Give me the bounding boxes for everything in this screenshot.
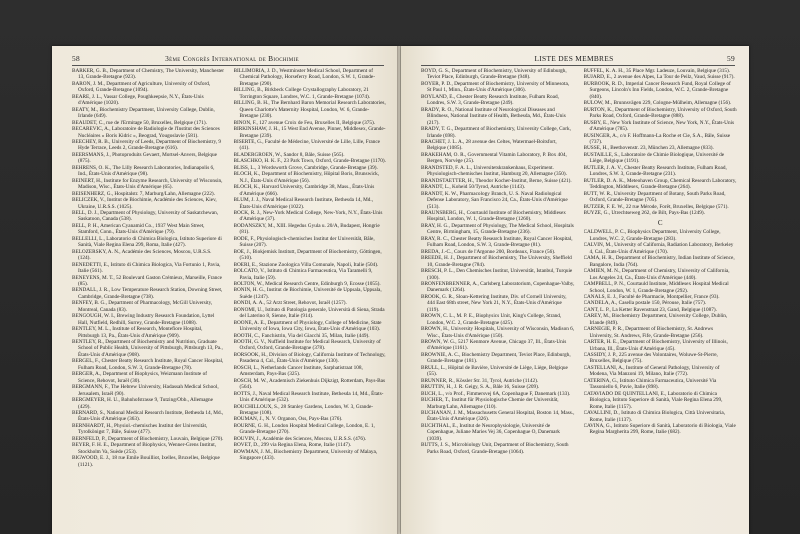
member-entry: BOOTH, C., Fanchistrin, Via del Giacchi 35, Milan, Italie (449).	[233, 332, 370, 339]
member-entry: BISERTE, G., Faculté de Médecine, Université de Lille, Lille, France (41).	[233, 138, 380, 152]
right-page-number: 59	[726, 54, 735, 63]
member-entry: CAMA, H. R., Department of Biochemistry, Indian Institute of Science, Bangalore, India (764).	[583, 255, 735, 268]
member-entry: BLADERGROEN, W., Sandor 8, Bâle, Suisse (565).	[233, 151, 345, 158]
member-entry: BROWNIE, A. C., Biochemistry Department, Teviot Place, Edinburgh, Grande-Bretagne (181).	[421, 351, 571, 365]
member-entry: BEAUDET, C., rue de l'Ermitage 50, Bruxelles, Belgique (171).	[72, 119, 207, 126]
left-page-number: 58	[72, 54, 80, 63]
member-entry: BOUMAN, J., N. V. Organon, Oss, Pays-Bas (376).	[233, 416, 343, 423]
member-entry: BEERSMANS, J., Photoproduits Gevaert, Mortsel-Anvers, Belgique (875).	[72, 151, 217, 165]
member-entry: BENTLEY, M. L., Institute of Research, Montefiore Hospital, Pittsburgh 13, Pa., États-Unis d'Amérique (909).	[72, 326, 203, 339]
member-entry: BERNARD, S., National Medical Research Institute, Bethesda 14, Md., États-Unis d'Amérique (363).	[72, 410, 224, 423]
member-entry: BOLCATO, V., Istituto di Chimica Farmaceutica, Via Taramelli 9, Pavia, Italie (59).	[233, 268, 373, 281]
right-page-columns	[421, 68, 737, 528]
member-entry: BRESCH, P. L., Den Chemisches Institut, Universität, Istanbul, Turquie (100).	[421, 268, 573, 281]
member-entry: BUSBY, E., New York Institute of Science, New York, N.Y., États-Unis d'Amérique (785).	[583, 119, 735, 133]
member-entry: BUSINGER, A., c/o F. Hoffmann-La Roche et Cie, S.A., Bâle, Suisse (737).	[583, 132, 731, 145]
right-column-1	[421, 68, 575, 528]
header-rule	[72, 65, 384, 66]
member-entry: BURTON, K., Department of Biochemistry, University of Oxford, South Parks Road, Oxford, Grande-Bretagne (888).	[583, 106, 737, 120]
member-entry: BUTT, W. R., University Department of Botany, South Parks Road, Oxford, Grande-Bretagne (705).	[583, 190, 726, 204]
member-entry: BELICZEK, V., Institut de Biochimie, Académie des Sciences, Kiev, Ukraine, U.R.S.S. (1025).	[72, 197, 217, 210]
member-entry: BENEDETTI, E., Istituto di Chimica Biologica, Via Fortunio 1, Pavia, Italie (561).	[72, 261, 221, 275]
member-entry: BUCHER, T., Institut für Physiologische Chemie der Universität, Marburg/Lahn, Allemagne (110).	[421, 397, 559, 410]
member-entry: CANALS, E. J., Faculté de Pharmacie, Montpellier, France (93).	[583, 293, 720, 300]
member-entry: CATERINA, G., Istituto Chimica Farmaceutica, Université Via Tassoniello 6, Pavie, Italie (898).	[583, 377, 717, 391]
member-entry: BIRKINSHAW, J. H., 15 West End Avenue, Pinner, Middlesex, Grande-Bretagne (239).	[233, 126, 386, 139]
member-entry: BOCK, R. J., New-York Medical College, New-York, N.Y., États-Unis d'Amérique (37).	[233, 209, 383, 223]
member-entry: BENFEY, B. G., Department of Pharmacology, McGill University, Montreal, Canada (83).	[72, 300, 213, 313]
member-entry: BOYLAND, E., Chester Beatty Research Institute, Fulham Road, Londres, S.W. 3, Grande-Bretagne (249).	[421, 93, 559, 107]
member-entry: BEYER, F. H. E., Department of Biophysics, Wenner-Grens Institut, Stockholm Va, Suède (253).	[72, 442, 217, 455]
member-entry: BUFFEL, K. A. H., 35 Place Mgr. Ladeuze, Louvain, Belgique (315).	[583, 68, 731, 74]
member-entry: BRANDT, K. W., Pharmacology Branch, U. S. Naval Radiological Defense Laboratory, San Francisco 24, Ca., États-Unis d'Amérique (513).	[421, 190, 568, 210]
member-entry: BUJARD, E., 2 avenue des Alpes, La Tour de Peilz, Vaud, Suisse (917).	[583, 74, 735, 81]
member-entry: BILLIMORIA, J. D., Westminster Medical School, Department of Chemical Pathology, Horseferry Road, London, S.W. 1, Grande-Bretagne (290).	[233, 68, 376, 87]
right-running-title: LISTE DES MEMBRES	[534, 54, 614, 63]
member-entry: BRUNNER, R., Kössler Str. 31, Tyrol, Autriche (1142).	[421, 377, 539, 384]
member-entry: BELLELLI, L., Laboratorio di Chimica Biologica, Istituto Superiore di Sanità, Viale Regina Elena 299, Roma, Italie (427).	[72, 235, 222, 249]
member-entry: BONDI, A. A., 52 Arzt Street, Rehovot, Israël (1257).	[233, 300, 347, 307]
section-letter: C	[657, 219, 663, 228]
member-entry: BOYD, G. S., Department of Biochemistry, University of Edinburgh, Teviot Place, Edinburgh, Grande-Bretagne (948).	[421, 68, 567, 81]
member-entry: BENEYENS, M. T., 52 Boulevard Gaston Crémieux, Marseille, France (85).	[72, 274, 222, 287]
member-entry: BENDALL, J. R., Low Temperature Research Station, Downing Street, Cambridge, Grande-Bretagne (738).	[72, 287, 223, 300]
b-entries	[584, 68, 738, 216]
member-entry: BOURNE, G. H., London Hospital Medical College, London, E. 1, Grande-Bretagne (270).	[233, 422, 375, 436]
member-entry: BENGOUGH, W. I., Brewing Industry Research Foundation, Lyttel Hall, Nutfield, Redhill, Surrey, Grande-Bretagne (1088).	[72, 313, 215, 326]
member-entry: BEISENHERZ, G., Hospitalstr. 7, Marburg/Lahn, Allemagne (222).	[72, 190, 215, 197]
member-entry: BRAY, R. C., Chester Beatty Research Institute, Royal Cancer Hospital, Fulham Road, London, S.W. 3, Grande-Bretagne (81).	[421, 235, 573, 249]
left-running-title: 3ème Congrès International de Biochimie	[165, 54, 299, 63]
c-entries	[584, 229, 738, 436]
header-rule	[421, 65, 735, 66]
member-entry: CATAVIADO DE QUINTELLANI, E., Laboratorio di Chimica Biologica, Istituto Superiore di Sanità, Viale Regina Elena 299, Rome, Italie (1157).	[583, 390, 723, 410]
member-entry: BARKER, G. B., Department of Chemistry, The University, Manchester 13, Grande-Bretagne (923).	[72, 68, 225, 81]
member-entry: BELOZERSKY, A. N., Académie des Sciences, Moscou, U.R.S.S. (124).	[72, 248, 212, 262]
member-entry: BERGER, A., Department of Biophysics, Weizmann Institute of Science, Rehovot, Israël (30).	[72, 371, 207, 384]
member-entry: BUSTAILLE, S., Laboratoire de Chimie Biologique, Université de Liège, Belgique (1191).	[583, 151, 725, 165]
member-entry: BOYER, P. D., Department of Biochemistry, University of Minnesota, St Paul 1, Minn., États-Unis d'Amérique (306).	[421, 80, 570, 94]
right-page-header	[421, 54, 735, 63]
member-entry: CAVALLINI, D., Istituto di Chimica Biologica, Città Universitaria, Rome, Italie (1137).	[583, 410, 726, 423]
member-entry: BREDA, J.-C., Cours de l'Argonne 200, Bordeaux, France (56).	[421, 248, 556, 255]
member-entry: BROWN, C. L., M. P. E., Biophysics Unit, King's College, Strand, London, W.C. 2, Grande-Bretagne (425).	[421, 313, 562, 326]
member-entry: BARON, J. M., Department of Agriculture, University of Oxford, Oxford, Grande-Bretagne (1094).	[72, 80, 211, 94]
member-entry: BOUCHILLOUX, S., 28 Stanley Gardens, London, W. 3, Grande-Bretagne (108).	[233, 403, 374, 417]
member-entry: BUYZE, G., Utrechtseweg 262, de Bilt, Pays-Bas (1249).	[583, 209, 705, 216]
member-entry: BRAY, H. G., Department of Physiology, The Medical School, Hospitals Centre, Birmingham, 15, Grande-Bretagne (236).	[421, 222, 574, 236]
member-entry: BONIN, H. G., Institut de Biochimie, Université de Uppsala, Uppsala, Suède (1247).	[233, 287, 382, 300]
member-entry: BUCH, L., v/o Prof., Fimmersvej 6A, Copenhague F, Danemark (133).	[421, 390, 571, 397]
member-entry: BROWN, H., University Hospitals, University of Wisconsin, Madison 6, Wisc., États-Unis d'Amérique (150).	[421, 326, 575, 339]
left-page-columns	[72, 68, 386, 528]
member-entry: CARTER, H. E., Department of Biochemistry, University of Illinois, Urbana, Ill., États-Unis d'Amérique (45).	[583, 339, 728, 352]
member-entry: BUSSE, H., Beethovenstr. 23, München 23, Allemagne (833).	[583, 145, 714, 152]
member-entry: BRONFENBRENNER, A., Carlsberg Laboratorium, Copenhague-Valby, Danemark (1264).	[421, 280, 575, 294]
member-entry: BOVET, D., 299 via Regina Elena, Rome, Italie (1147).	[233, 442, 352, 449]
member-entry: BODANSZKY, M., XIII. Hegedus Gyula u. 20/A, Budapest, Hongrie (81).	[233, 222, 380, 236]
member-entry: BUTLER, J. A. V., Chester Beatty Research Institute, Fulham Road, Londres, S.W. 3, Grande-Bretagne (231).	[583, 164, 727, 178]
member-entry: BRACHET, J. L. A., 28 avenue des Celtes, Watermael-Boitsfort, Belgique (1085).	[421, 138, 557, 152]
member-entry: BOOTH, G. V., Nuffield Institute for Medical Research, University of Oxford, Oxford, Grande-Bretagne (378).	[233, 339, 381, 352]
left-page	[52, 46, 398, 534]
member-entry: CANT, L. P., La Ketter Ravenstraat 23, Gand, Belgique (1087).	[583, 306, 717, 313]
member-entry: CALDWELL, P. C., Biophysics Department, University College, Londres, W.C. 2, Grande-Bretagne (283).	[583, 229, 721, 242]
member-entry: BERNFELD, P., Department of Biochemistry, Louvain, Belgique (270).	[72, 435, 224, 442]
member-entry: BELL, P. H., American Cyanamid Co., 1937 West Main Street, Stamford, Conn., États-Unis d'Amérique (79).	[72, 222, 205, 236]
member-entry: BOUVIN, J., Académie des Sciences, Moscou, U.R.S.S. (476).	[233, 435, 367, 442]
member-entry: BELL, D. J., Department of Physiology, University of Saskatchewan, Saskatoon, Canada (538).	[72, 209, 219, 223]
member-entry: BUTTS, J. S., Microbiology Unit, Department of Biochemistry, South Parks Road, Oxford, Grande-Bretagne (1064).	[421, 442, 569, 455]
member-entry: BRADY, T. G., Department of Biochemistry, University College, Cork, Irlande (698).	[421, 126, 571, 139]
member-entry: BRAKEHAM, O. R., Governmental Vitamin Laboratory, P. Box 404, Bergen, Norvège (25).	[421, 151, 567, 165]
member-entry: BERNHARDT, H., Physiol.-chemisches Institut der Universität, Tyrolkönigst 7, Bâle, Suisse (477).	[72, 422, 208, 436]
member-entry: BOWMAN, J. M., Biochemistry Department, University of Malaya, Singapore (433).	[233, 448, 378, 462]
right-column-2	[584, 68, 738, 528]
member-entry: BEATY, M., Biochemistry Department, University College, Dublin, Irlande (649).	[72, 106, 215, 120]
member-entry: BORSOOK, H., Division of Biology, California Institute of Technology, Pasadena 4, Cal., États-Unis d'Amérique (130).	[233, 351, 386, 365]
member-entry: CASTELLANI, A., Institute of General Pathology, University of Modena, Via Manzoni 19, Milano, Italie (772).	[583, 364, 720, 378]
member-entry: BUTLER, D. A. K., Meteohaven Group, Chemical Research Laboratory, Teddington, Middlesex, Grande-Bretagne (264).	[583, 177, 737, 191]
left-page-header	[72, 54, 384, 63]
left-column-2	[234, 68, 387, 528]
member-entry: BILLING, B. H., The Bernhard Baron Memorial Research Laboratories, Queen Charlotte's Maternity Hospital, London, W. 6, Grande-Bretagne (230).	[233, 100, 386, 120]
member-entry: BRANDT, L., Koheid 50/Tyrod, Autriche (1143).	[421, 184, 526, 191]
member-entry: BLUM, J. J., Naval Medical Research Institute, Bethesda 14, Md., États-Unis d'Amérique (1022).	[233, 197, 374, 210]
member-entry: BENTLEY, R., Department of Biochemistry and Nutrition, Graduate School of Public Health, University of Pittsburgh, Pittsburgh 13, Pa., États-Unis d'Amérique (908).	[72, 339, 223, 358]
member-entry: BECAREVIC, A., Laboratoire de Radiologie de l'Institut des Sciences Nucléaires « Boris Kidric », Beograd, Yougoslavie (581).	[72, 126, 220, 139]
member-entry: BUCHTHAL, E., Institut de Neurophysiologie, Université de Copenhague, Juliane Maries Vej 36, Copenhague O, Danemark (1039).	[421, 422, 560, 442]
member-entry: BRULL, L., Hôpital de Bavière, Université de Liège, Liège, Belgique (55).	[421, 364, 568, 378]
member-entry: BERGMEYER, H. U., Bahnhofstrasse 9, Tutzing/Obb., Allemagne (429).	[72, 397, 214, 410]
member-entry: BOTTS, J., Naval Medical Research Institute, Bethesda 14, Md., États-Unis d'Amérique (532).	[233, 390, 384, 404]
member-entry: BEARE, J. L., Vassar College, Poughkeepsie, N.Y., États-Unis d'Amérique (1020).	[72, 93, 204, 107]
member-entry: BODE, F., Physiologisch-chemisches Institut der Universität, Bâle, Suisse (207).	[233, 235, 375, 249]
member-entry: BURBOOK, R. D., Imperial Cancer Research Fund, Royal College of Surgeons, Lincoln's Inn Fields, London, W.C. 2, Grande-Bretagne (840).	[583, 80, 731, 100]
member-entry: CAMPBELL, P. N., Courtauld Institute, Middlesex Hospital Medical School, London, W. 1, Grande-Bretagne (292).	[583, 281, 729, 294]
member-entry: BULOW, M., Brunnsvägen 229, Cologne-Mülheim, Allemagne (156).	[583, 100, 732, 107]
member-entry: BRADY, R. O., National Institute of Neurological Diseases and Blindness, National Institute of Health, Bethesda, Md., États-Unis (217).	[421, 106, 566, 126]
member-entry: BLISS, L., 3 Wordsworth Grove, Cambridge, Grande-Bretagne (39).	[233, 164, 378, 171]
member-entry: CAREY, M., Biochemistry Department, University College, Dublin, Irlande (849).	[583, 313, 728, 326]
member-entry: BOONE, A. E., Department of Physiology, College of Medicine, State University of Iowa, Iowa City, Iowa, États-Unis d'Amérique (103).	[233, 319, 382, 333]
member-entry: BERGEL, F., Chester Beatty Research Institute, Royal Cancer Hospital, Fulham Road, London, S.W. 3, Grande-Bretagne (78).	[72, 358, 224, 371]
member-entry: BONOMI, U., Istituto di Patologia generale, Università di Siena, Strada del Laterino 8, Sienne, Italie (914).	[233, 306, 385, 320]
member-entry: CALVIN, M., University of California, Radiation Laboratory, Berkeley 4, Cal., États-Unis d'Amérique (170).	[583, 242, 734, 255]
member-entry: CASSIDY, J. P., 225 avenue des Volontaires, Woluwe-St-Pierre, Bruxelles, Belgique (75).	[583, 352, 718, 365]
member-entry: BRANDSTAETTER, H., Theodor Kocher-Institut, Berne, Suisse (421).	[421, 177, 572, 184]
member-entry: BINON, F., 127 avenue Croix de Feu, Bruxelles II, Belgique (375).	[233, 119, 376, 126]
member-entry: BLASCHKO, H. K. F., 23 Park Town, Oxford, Grande-Bretagne (1170).	[233, 158, 386, 165]
member-entry: CAMIEN, M. N., Department of Chemistry, University of California, Los Angeles 24, Ca., États-Unis d'Amérique (440).	[583, 268, 730, 281]
member-entry: BOLTON, W., Medical Research Centre, Edinburgh 9, Ecosse (1055).	[233, 280, 381, 287]
member-entry: BIGWOOD, E. J., 18 rue Emile Bouilliot, Ixelles, Bruxelles, Belgique (1121).	[72, 455, 220, 468]
member-entry: CANDELA, A., Casella postale 150, Pérouse, Italie (757).	[583, 300, 707, 307]
left-column-1	[72, 68, 225, 528]
member-entry: BOE, J., Biokjemisk Institutt, Department of Biochemistry, Göttingen, (510).	[233, 248, 382, 262]
member-entry: CARNEGIE, P. R., Department of Biochemistry, St. Andrews University, St. Andrews, Fife, Grande-Bretagne (256).	[583, 326, 714, 339]
member-entry: BEHRENS, O. K., The Lilly Research Laboratories, Indianapolis 6, Ind., États-Unis d'Amérique (98).	[72, 164, 215, 178]
member-entry: BOSCH, M. W., Academisch Ziekenhuis Dijkzigt, Rotterdam, Pays-Bas (564).	[233, 377, 386, 391]
member-entry: BLOCH, K., Harvard University, Cambridge 38, Mass., États-Unis d'Amérique (666).	[233, 184, 375, 197]
member-entry: BRAUNSBERG, H., Courtauld Institute of Biochemistry, Middlesex Hospital, London, W. 1, Grande-Bretagne (1260).	[421, 209, 566, 223]
member-entry: BROOK, G. R., Sloan-Kettering Institute, Div. of Cornell University, 444 East 68th street, New York 21, N.Y., États-Unis d'Amérique (119).	[421, 293, 567, 313]
member-entry: CAVINA, G., Istituto Superiore di Sanità, Laboratorio di Biologia, Viale Regina Margherita 299, Rome, Italie (682).	[583, 423, 736, 436]
member-entry: BRUTTIN, H., J. R. Geigy, S. A., Bâle 16, Suisse (209).	[421, 384, 540, 391]
member-entry: BOERI, E., Stazione Zoologica Villa Comunale, Napoli, Italie (504).	[233, 261, 379, 268]
member-entry: BILLING, B., Birkbeck College Crystallography Laboratory, 21 Torrington Square, Londres, W.C. 1, Grande-Bretagne (1074).	[233, 87, 371, 100]
member-entry: BRANDSTED, F. A. L., Universitetskrankenhaus, Experiment. Physiologisch-chemisches Institut, Hamburg 20, Allemagne (350).	[421, 164, 567, 178]
member-entry: BLOCH, K., Department of Biochemistry, Hôpital Boris, Brunswick, N.J., États-Unis d'Amérique (56).	[233, 171, 380, 184]
member-entry: BUTZER, F. E. W., 22 rue Mérode, Forêt, Bruxelles, Belgique (571).	[583, 203, 729, 210]
member-entry: BREEDE, H. J., Department of Biochemistry, The University, Sheffield 10, Grande-Bretagne (784).	[421, 255, 572, 268]
right-page	[401, 46, 749, 534]
member-entry: BOSCH, L., Netherlands Cancer Institute, Sarphatistraat 108, Amsterdam, Pays-Bas (325).	[233, 364, 363, 378]
member-entry: BEECHEY, R. B., University of Leeds, Department of Biochemistry, 9 Hyde Terrace, Leeds 2, Grande-Bretagne (616).	[72, 138, 222, 152]
member-entry: BROWN, W. G., 5217 Kenmore Avenue, Chicago 37, Ill., États-Unis d'Amérique (1161).	[421, 339, 567, 352]
member-entry: BUCHANAN, J. M., Massachusetts General Hospital, Boston 14, Mass., États-Unis d'Amérique (326).	[421, 410, 575, 423]
member-entry: BERGMANN, F., The Hebrew University, Hadassah Medical School, Jerusalem, Israël (90).	[72, 384, 219, 397]
member-entry: BEINERT, H., Institute for Enzyme Research, University of Wisconsin, Madison, Wisc., États-Unis d'Amérique (65).	[72, 177, 223, 191]
